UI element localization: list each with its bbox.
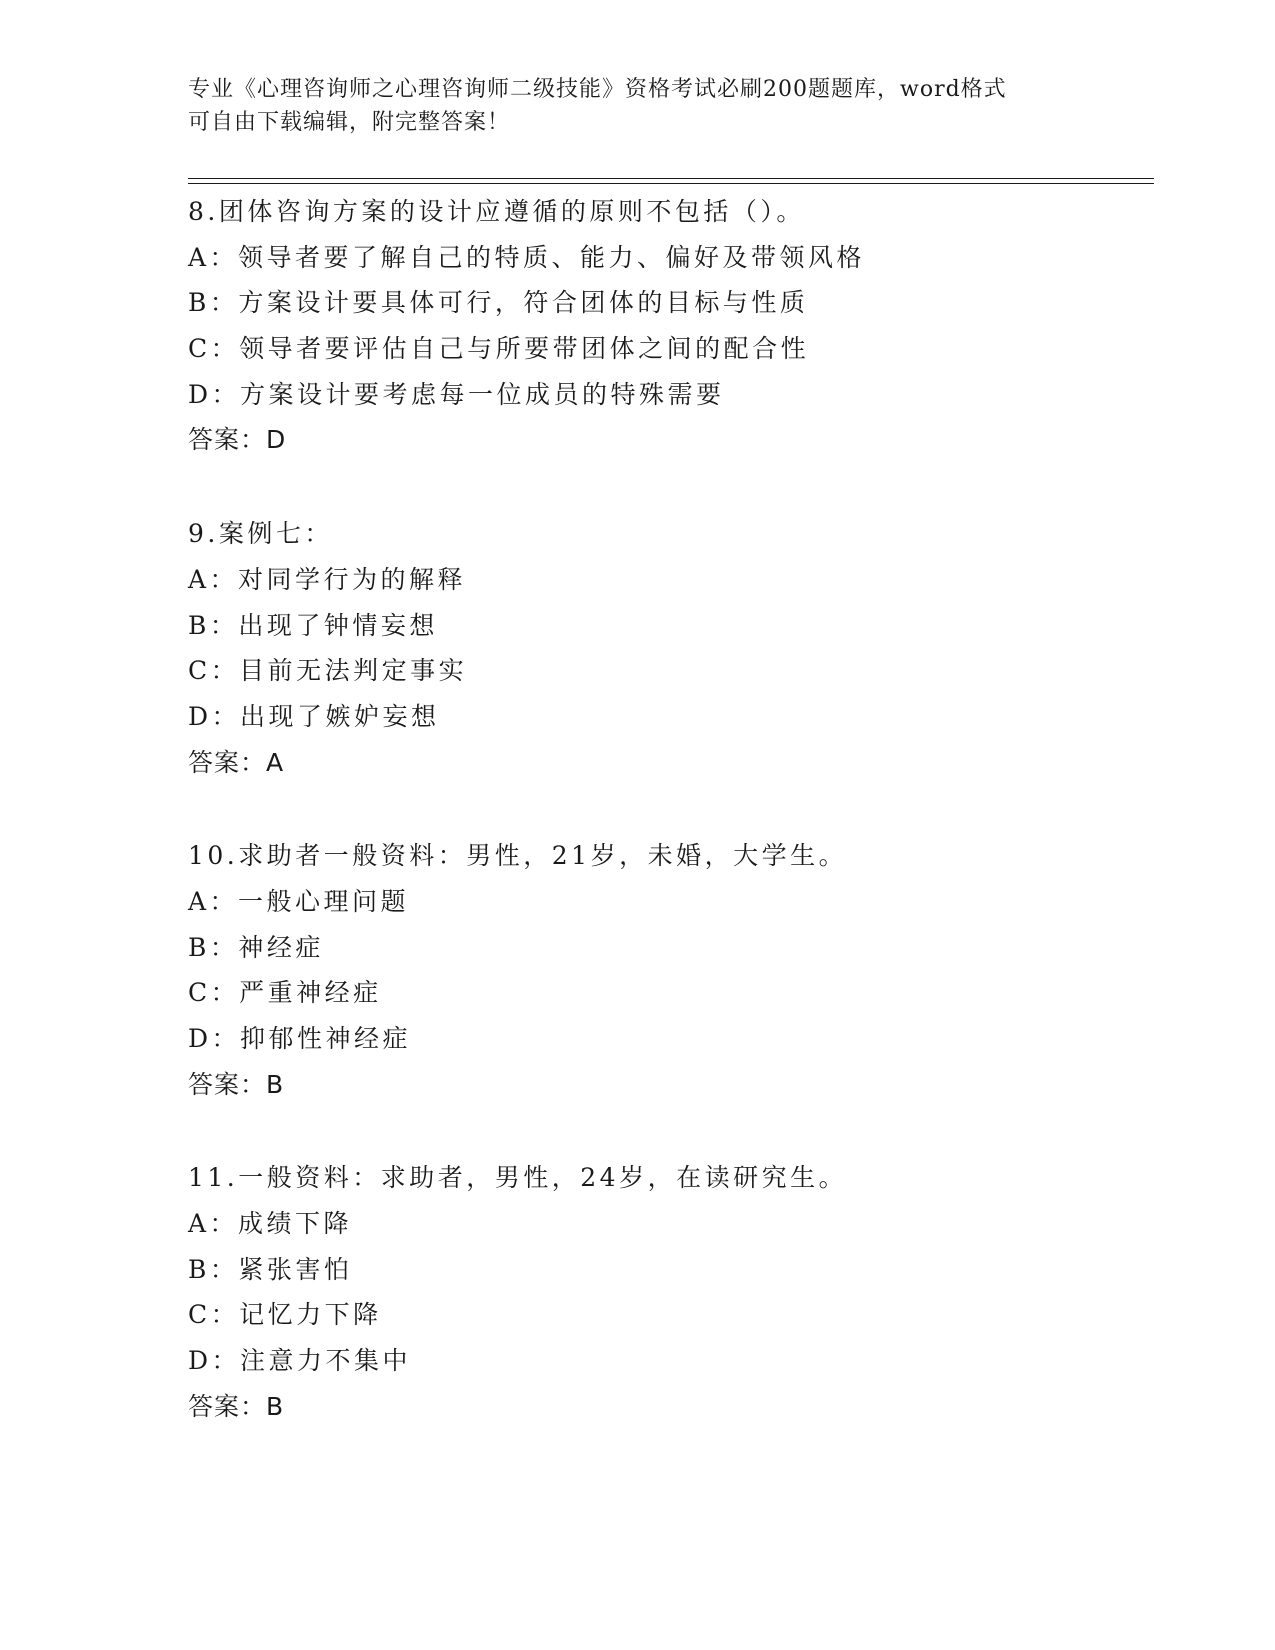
option-c: C：严重神经症 bbox=[188, 978, 382, 1008]
question-item bbox=[188, 189, 1148, 463]
question-item bbox=[188, 511, 1148, 785]
question-stem: 11.一般资料：求助者，男性，24岁，在读研究生。 bbox=[188, 1163, 848, 1193]
answer-label: 答案：B bbox=[188, 1391, 285, 1421]
option-c: C：目前无法判定事实 bbox=[188, 656, 468, 686]
question-list bbox=[188, 189, 1148, 1430]
option-d: D：方案设计要考虑每一位成员的特殊需要 bbox=[188, 379, 725, 409]
option-d: D：抑郁性神经症 bbox=[188, 1024, 412, 1053]
header-title-line-1: 专业《心理咨询师之心理咨询师二级技能》资格考试必刷200题题库，word格式 bbox=[188, 77, 1007, 102]
option-a: A：一般心理问题 bbox=[188, 886, 410, 916]
option-a: A：对同学行为的解释 bbox=[188, 564, 467, 594]
option-b: B：神经症 bbox=[188, 932, 324, 962]
option-c: C：领导者要评估自己与所要带团体之间的配合性 bbox=[188, 334, 810, 364]
question-stem: 9.案例七： bbox=[188, 519, 333, 549]
answer-label: 答案：D bbox=[188, 425, 287, 455]
question-item bbox=[188, 1155, 1148, 1429]
option-b: B：出现了钟情妄想 bbox=[188, 610, 438, 640]
answer-label: 答案：A bbox=[188, 747, 285, 777]
option-b: B：紧张害怕 bbox=[188, 1254, 353, 1284]
option-a: A：成绩下降 bbox=[188, 1209, 353, 1239]
option-b: B：方案设计要具体可行，符合团体的目标与性质 bbox=[188, 288, 809, 318]
document-header bbox=[188, 73, 1088, 139]
header-title-line-2: 可自由下载编辑，附完整答案！ bbox=[188, 110, 511, 135]
answer-label: 答案：B bbox=[188, 1069, 285, 1099]
question-stem: 8.团体咨询方案的设计应遵循的原则不包括（）。 bbox=[188, 197, 805, 226]
option-c: C：记忆力下降 bbox=[188, 1300, 382, 1330]
option-d: D：注意力不集中 bbox=[188, 1346, 412, 1376]
header-divider-top bbox=[188, 178, 1154, 179]
question-item bbox=[188, 833, 1148, 1107]
question-stem: 10.求助者一般资料：男性，21岁，未婚，大学生。 bbox=[188, 841, 848, 871]
header-divider-bottom bbox=[188, 183, 1154, 184]
option-a: A：领导者要了解自己的特质、能力、偏好及带领风格 bbox=[188, 242, 866, 272]
option-d: D：出现了嫉妒妄想 bbox=[188, 701, 440, 731]
